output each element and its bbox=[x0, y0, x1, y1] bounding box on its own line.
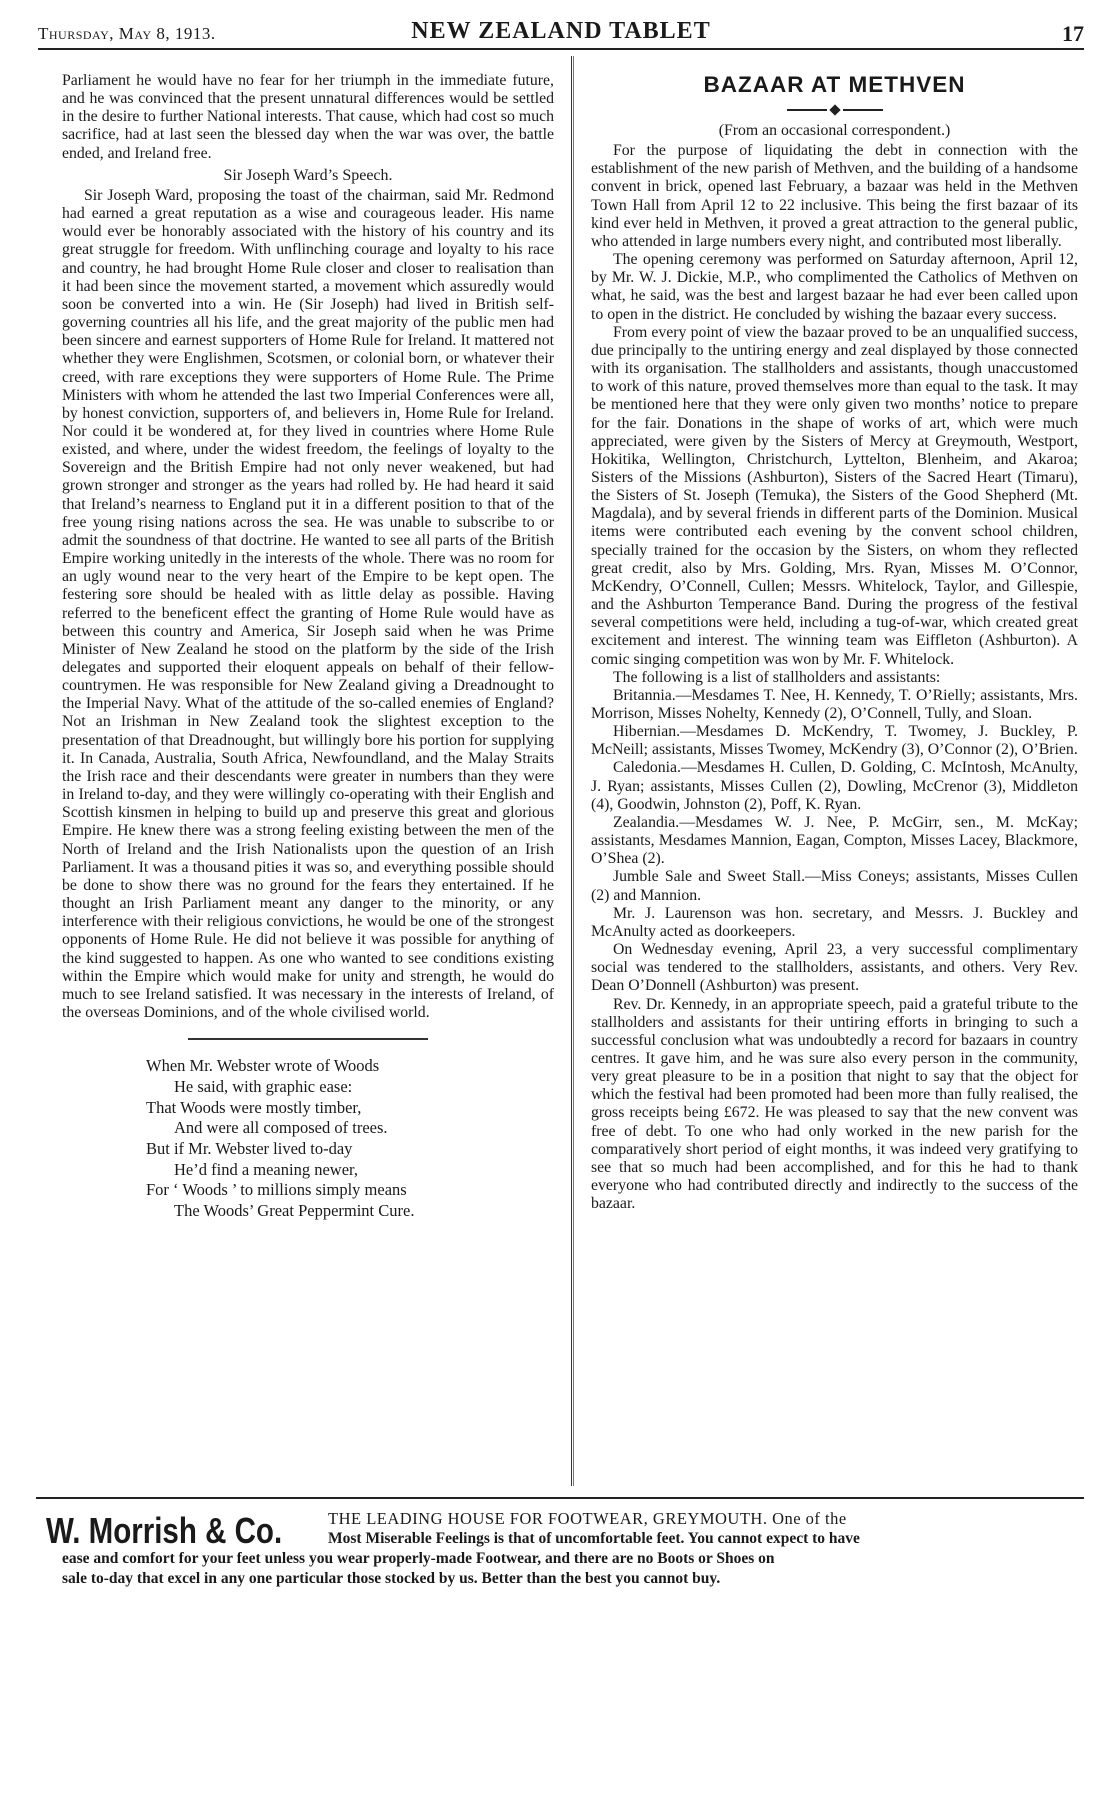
poem-line: The Woods’ Great Peppermint Cure. bbox=[174, 1201, 415, 1221]
article-paragraph: Sir Joseph Ward, proposing the toast of the chairman, said Mr. Redmond had earned a great reputation as a wise and courageous leader. His name would ever be honorably associated with the history of his country and its great struggle for freedom. With unflinching courage and loyalty to his race and country, he had brought Home Rule closer and closer to realisation than it had been since the movement started, a movement which assuredly would soon be converted into a win. He (Sir Joseph) had lived in British self-governing countries all his life, and the great majority of the public men had been sincere and earnest supporters of Home Rule for Ireland. It mattered not whether they were Englishmen, Scotsmen, or colonial born, or whatever their creed, with rare exceptions they were supporters of Home Rule. The Prime Ministers with whom he attended the last two Imperial Conferences were all, by honest conviction, supporters of, and believers in, Home Rule for Ireland. Nor could it be wondered at, for they lived in countries where Home Rule existed, and where, under the widest freedom, the feelings of loyalty to the Sovereign and the British Empire had not only never weakened, but had grown stronger and stronger as the years had rolled by. He had heard it said that Ireland’s nearness to England put it in a different position to that of the free young rising nations across the sea. He was unable to subscribe to or admit the soundness of that doctrine. He wanted to see all parts of the British Empire working unitedly in the interests of the whole. There was no room for an ugly wound near to the very heart of the Empire to be kept open. The festering sore should be healed with as little delay as possible. Having referred to the beneficent effect the granting of Home Rule would have as between this country and America, Sir Joseph said when he was Prime Minister of New Zealand he stood on the platform by the side of the Irish delegates and supported their eloquent appeals on behalf of their fellow-countrymen. He was responsible for New Zealand giving a Dreadnought to the Imperial Navy. What of the attitude of the so-called enemies of England? Not an Irishman in New Zealand took the slightest exception to the presentation of that Dreadnought, but willingly bore his portion for supplying it. In Canada, Australia, South Africa, Newfoundland, and the Malay Straits the Irish race and their descendants were greater in numbers than they were in Ireland to-day, and they were willingly co-operating with their English and Scottish kinsmen in helping to build up and preserve this great and glorious Empire. He knew there was a strong feeling existing between the men of the North of Ireland and the Irish Nationalists upon the question of an Irish Parliament. It was a thousand pities it was so, and everything possible should be done to show there was no ground for the fears they entertained. If he thought an Irish Parliament meant any danger to the minority, or any interference with their religious convictions, he would be one of the strongest opponents of Home Rule. He did not believe it was possible for anything of the kind suggested to happen. As one who wanted to see conditions existing within the Empire which would make for unity and strength, he would do much to see Ireland satisfied. It was necessary in the interests of Ireland, of the overseas Dominions, and of the whole civilised world. bbox=[62, 186, 554, 1021]
stall-entry: Zealandia.—Mesdames W. J. Nee, P. McGirr, sen., M. McKay; assistants, Mesdames Mannion, Eagan, Compton, Misses Lacey, Blackmore, O’Shea (2). bbox=[591, 813, 1078, 868]
masthead-title: NEW ZEALAND TABLET bbox=[411, 18, 711, 44]
article-title: BAZAAR AT METHVEN bbox=[703, 72, 966, 97]
stall-entry: Jumble Sale and Sweet Stall.—Miss Coneys; assistants, Misses Cullen (2) and Mannion. bbox=[591, 868, 1078, 904]
ad-text-line: THE LEADING HOUSE FOR FOOTWEAR, GREYMOUTH. One of the bbox=[328, 1509, 847, 1528]
poem-line: When Mr. Webster wrote of Woods bbox=[146, 1056, 380, 1076]
poem-line: And were all composed of trees. bbox=[174, 1118, 388, 1138]
page-number: 17 bbox=[1062, 21, 1084, 46]
right-column bbox=[591, 72, 1078, 1213]
ad-text-block bbox=[62, 1549, 1072, 1589]
article-paragraph: Rev. Dr. Kennedy, in an appropriate speech, paid a grateful tribute to the stallholders and assistants for their untiring efforts in bringing to such a successful conclusion what was undoubtedly a record for bazaars in country centres. It gave him, and he was sure also every person in the community, very great pleasure to be in a position that night to say that the object for which the festival had been promoted had been more than fully realised, the gross receipts being £672. He was pleased to say that the new convent was free of debt. To one who had only worked in the new parish for the comparatively short period of eight months, it was indeed very gratifying to see that so much had been accomplished, and for this he had to thank everyone who had contributed directly and indirectly to the success of the bazaar. bbox=[591, 995, 1078, 1213]
column-divider-inner bbox=[573, 56, 574, 1486]
ad-text-line: Most Miserable Feelings is that of uncomfortable feet. You cannot expect to have bbox=[328, 1530, 860, 1547]
poem-line: For ‘ Woods ’ to millions simply means bbox=[146, 1180, 407, 1200]
stall-entry: Hibernian.—Mesdames D. McKendry, T. Twomey, J. Buckley, P. McNeill; assistants, Misses Twomey, McKendry (3), O’Connor (2), O’Brien. bbox=[591, 723, 1078, 759]
diamond-ornament-icon bbox=[829, 104, 840, 115]
peppermint-cure-poem bbox=[146, 1056, 554, 1222]
stall-entry: Caledonia.—Mesdames H. Cullen, D. Golding, C. McIntosh, McAnulty, J. Ryan; assistants, Misses Cullen (2), Dowling, McCrenor (3), Middleton (4), Goodwin, Johnston (2), Poff, K. Ryan. bbox=[591, 759, 1078, 813]
article-byline: (From an occasional correspondent.) bbox=[718, 122, 951, 139]
poem-line: That Woods were mostly timber, bbox=[146, 1097, 362, 1117]
poem-line: But if Mr. Webster lived to-day bbox=[146, 1138, 353, 1158]
issue-date: Thursday, May 8, 1913. bbox=[38, 24, 216, 43]
title-ornament bbox=[591, 104, 1078, 116]
ornament-line bbox=[787, 109, 827, 111]
article-paragraph: The opening ceremony was performed on Saturday afternoon, April 12, by Mr. W. J. Dickie, M.P., who complimented the Catholics of Methven on what, he said, was the best and largest bazaar he had ever been called upon to open in the district. He concluded by wishing the bazaar every success. bbox=[591, 251, 1078, 323]
article-paragraph: From every point of view the bazaar proved to be an unqualified success, due principally to the untiring energy and zeal displayed by those connected with its organisation. The stallholders and assistants, though unaccustomed to work of this nature, proved themselves more than equal to the task. It may be mentioned here that they were only given two months’ notice to prepare for the fair. Donations in the shape of works of art, which were much appreciated, were given by the Sisters of Mercy at Greymouth, Westport, Hokitika, Wellington, Christchurch, Lyttelton, Blenheim, and Akaroa; Sisters of the Missions (Ashburton), Sisters of the Sacred Heart (Timaru), the Sisters of St. Joseph (Temuka), the Sisters of the Good Shepherd (Mt. Magdala), and by several friends in different parts of the Dominion. Musical items were contributed each evening by the convent school children, specially trained for the occasion by the Sisters, on whom they reflected great credit, also by Mrs. Golding, Mrs. Ryan, Misses M. O’Connor, McKendry, O’Connell, Cullen; Messrs. Whitelock, Taylor, and Gillespie, and the Ashburton Temperance Band. During the progress of the festival several competitions were held, including a tug-of-war, which created great excitement and interest. The winning team was Eiffleton (Ashburton). A comic singing competition was won by Mr. F. Whitelock. bbox=[591, 323, 1078, 668]
ad-text-line: sale to-day that excel in any one particular those stocked by us. Better than the best you cannot buy. bbox=[62, 1570, 721, 1587]
footwear-advertisement bbox=[36, 1497, 1084, 1589]
stall-list-intro: The following is a list of stallholders and assistants: bbox=[613, 668, 941, 686]
article-continuation-paragraph: Parliament he would have no fear for her triumph in the immediate future, and he was convinced that the present unnatural differences would be settled in the desire to further National interests. That cause, which had cost so much sacrifice, had at last seen the blessed day when the war was over, the battle ended, and Ireland free. bbox=[62, 72, 554, 162]
page-header bbox=[38, 14, 1084, 50]
poem-line: He’d find a meaning newer, bbox=[174, 1159, 358, 1179]
poem-line: He said, with graphic ease: bbox=[174, 1076, 353, 1096]
ad-text-line: ease and comfort for your feet unless you wear properly-made Footwear, and there are no Boots or Shoes on bbox=[62, 1550, 775, 1567]
section-rule bbox=[188, 1038, 428, 1040]
article-paragraph: Mr. J. Laurenson was hon. secretary, and Messrs. J. Buckley and McAnulty acted as doorkeepers. bbox=[591, 904, 1078, 940]
article-paragraph: On Wednesday evening, April 23, a very successful complimentary social was tendered to the stallholders, assistants, and others. Very Rev. Dean O’Donnell (Ashburton) was present. bbox=[591, 941, 1078, 995]
stall-entry: Britannia.—Mesdames T. Nee, H. Kennedy, T. O’Rielly; assistants, Mrs. Morrison, Misses Nohelty, Kennedy (2), O’Connell, Tully, and Sloan. bbox=[591, 686, 1078, 722]
column-divider bbox=[571, 56, 572, 1486]
ornament-line bbox=[843, 109, 883, 111]
section-subheading: Sir Joseph Ward’s Speech. bbox=[223, 166, 393, 184]
left-column bbox=[62, 72, 554, 1222]
article-paragraph: For the purpose of liquidating the debt in connection with the establishment of the new parish of Methven, and the building of a handsome convent in brick, opened last February, a bazaar was held in the Methven Town Hall from April 12 to 22 inclusive. This being the first bazaar of its kind ever held in Methven, it proved a great attraction to the general public, who attended in large numbers every night, and contributed most liberally. bbox=[591, 142, 1078, 250]
advertiser-name: W. Morrish & Co. bbox=[46, 1510, 283, 1551]
